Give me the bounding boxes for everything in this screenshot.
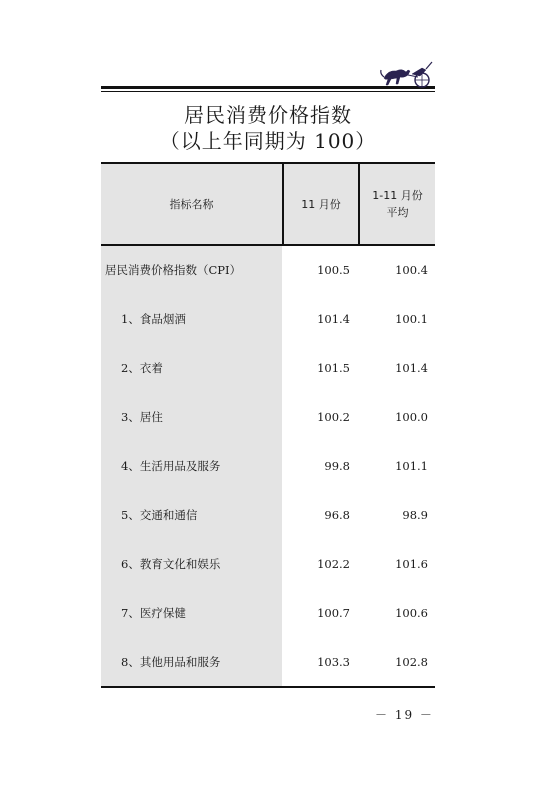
row-indicator-name: 5、交通和通信 [121, 508, 198, 522]
row-indicator-name: 7、医疗保健 [121, 606, 186, 620]
row-average-value: 102.8 [395, 655, 428, 669]
row-indicator-name: 6、教育文化和娱乐 [121, 557, 221, 571]
row-average-value: 98.9 [402, 508, 428, 522]
cpi-table [101, 162, 435, 688]
row-average-value: 100.6 [395, 606, 428, 620]
page-title: 居民消费价格指数 [184, 103, 352, 127]
header-average-label: 平均 [386, 206, 409, 219]
title-block [101, 102, 435, 154]
row-indicator-name: 3、居住 [121, 410, 163, 424]
row-indicator-name: 1、食品烟酒 [121, 312, 186, 326]
row-indicator-name: 居民消费价格指数（CPI） [105, 263, 242, 277]
row-november-value: 100.2 [317, 410, 350, 424]
row-november-value: 100.7 [317, 606, 350, 620]
table-row [101, 246, 435, 295]
row-average-value: 101.4 [395, 361, 428, 375]
table-row [101, 393, 435, 442]
header-jan-nov-label: 1-11 月份 [372, 189, 423, 202]
row-november-value: 96.8 [324, 508, 350, 522]
row-indicator-name: 4、生活用品及服务 [121, 459, 221, 473]
page-subtitle: （以上年同期为 100） [159, 129, 377, 153]
row-november-value: 103.3 [317, 655, 350, 669]
table-row [101, 540, 435, 589]
table-row [101, 295, 435, 344]
row-average-value: 100.1 [395, 312, 428, 326]
header-jan-nov-average [360, 164, 435, 244]
horse-carriage-logo-icon [378, 58, 436, 92]
row-november-value: 102.2 [317, 557, 350, 571]
row-indicator-name: 8、其他用品和服务 [121, 655, 221, 669]
row-november-value: 101.5 [317, 361, 350, 375]
header-indicator-name [101, 164, 282, 244]
table-row [101, 638, 435, 687]
row-average-value: 100.0 [395, 410, 428, 424]
table-row [101, 589, 435, 638]
row-november-value: 99.8 [324, 459, 350, 473]
header-november-label: 11 月份 [301, 197, 341, 211]
row-indicator-name: 2、衣着 [121, 361, 163, 375]
table-row [101, 344, 435, 393]
header-november [284, 164, 358, 244]
table-row [101, 491, 435, 540]
table-row [101, 442, 435, 491]
row-november-value: 101.4 [317, 312, 350, 326]
header-indicator-name-label: 指标名称 [169, 197, 214, 211]
table-bottom-rule [101, 686, 435, 688]
row-november-value: 100.5 [317, 263, 350, 277]
row-average-value: 101.1 [395, 459, 428, 473]
row-average-value: 100.4 [395, 263, 428, 277]
page-number: － 19 － [375, 708, 434, 722]
row-average-value: 101.6 [395, 557, 428, 571]
